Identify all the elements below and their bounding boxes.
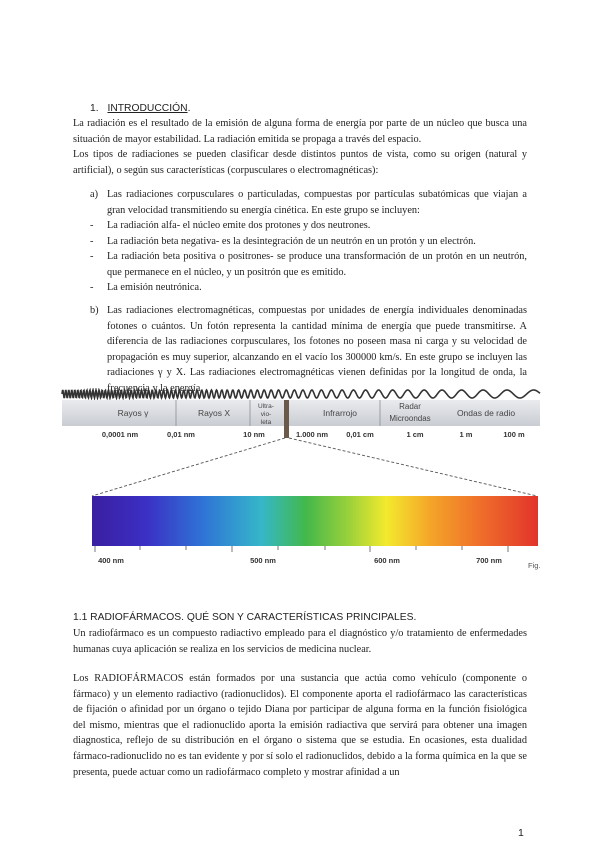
spectrum-figure — [0, 388, 600, 578]
section-title: INTRODUCCIÓN — [107, 103, 188, 114]
list-item-a: Las radiaciones corpusculares o particuladas, compuestas por partículas subatómicas que viajan a gran velocidad transmitiendo su energía cinética. En este grupo se incluyen: — [107, 189, 527, 216]
scale-label: 0,01 nm — [167, 430, 195, 439]
region-radio: Ondas de radio — [456, 408, 516, 418]
subitem-beta-negativa: La radiación beta negativa- es la desintegración de un neutrón en un protón y un electrón. — [107, 236, 476, 247]
visible-scale-label: 600 nm — [374, 556, 400, 565]
visible-spectrum — [92, 496, 538, 546]
intro-paragraph-2: Los tipos de radiaciones se pueden clasificar desde distintos puntos de vista, como su origen (natural y artificial), o según sus características (corpusculares o electromagnéticas): — [73, 149, 527, 176]
scale-label: 1.000 nm — [295, 430, 329, 439]
scale-label: 100 m — [503, 430, 525, 439]
region-microwave: Microondas — [389, 414, 431, 423]
radiofarmaco-paragraph-2: Los RADIOFÁRMACOS están formados por una sustancia que actúa como vehículo (componente o fármaco) y un elemento radiactivo (radionuclidos). El componente aporta el radiofármaco las características de fijación o afinidad por un órgano o tejido Diana por participar de alguna forma en la función fisiológica del mismo, mientras que el radionuclido aporta la emisión radiactiva que servirá para obtener una imagen diagnostica, reflejo de su distribución en el órgano o sistema que se estudia. En ocasiones, esta dualidad fármaco-radionuclido no es tan evidente y por sí solo el radionuclidos, debido a la forma química en la que se presenta, puede actuar como un radiofármaco completo y mostrar afinidad a un — [73, 673, 527, 778]
subitem-neutronica: La emisión neutrónica. — [107, 282, 202, 293]
figure-label: Fig. — [528, 561, 541, 570]
intro-paragraph-1: La radiación es el resultado de la emisión de alguna forma de energía por parte de un núcleo que busca una situación de mayor estabilidad. La radiación emitida se propaga a través del espacio. — [73, 118, 527, 145]
scale-label: 0,0001 nm — [101, 430, 139, 439]
section-title-suffix: . — [187, 103, 191, 114]
region-uv-2: vio- — [260, 411, 272, 418]
visible-scale-label: 700 nm — [476, 556, 502, 565]
region-xray: Rayos X — [197, 408, 231, 418]
visible-scale-label: 400 nm — [98, 556, 124, 565]
visible-scale-label: 500 nm — [250, 556, 276, 565]
region-radar: Radar — [399, 402, 421, 411]
dash-marker: - — [90, 236, 94, 247]
dash-marker: - — [90, 220, 94, 231]
dash-marker: - — [90, 282, 94, 293]
subsection-heading: 1.1 RADIOFÁRMACOS. QUÉ SON Y CARACTERÍSTICAS PRINCIPALES. — [73, 612, 417, 623]
wave-line — [62, 390, 540, 398]
zoom-line-right — [289, 438, 537, 496]
dash-marker: - — [90, 251, 94, 262]
section-heading — [90, 101, 190, 117]
region-uv-3: leta — [260, 419, 272, 426]
scale-label: 10 nm — [243, 430, 265, 439]
subitem-alfa: La radiación alfa- el núcleo emite dos protones y dos neutrones. — [107, 220, 371, 231]
list-marker-a: a) — [90, 189, 98, 200]
scale-label: 0,01 cm — [346, 430, 374, 439]
region-uv-1: Ultra- — [258, 403, 274, 410]
scale-label: 1 m — [459, 430, 473, 439]
visible-marker — [284, 400, 289, 438]
list-marker-b: b) — [90, 305, 99, 316]
region-gamma: Rayos γ — [117, 408, 149, 418]
subitem-beta-positiva: La radiación beta positiva o positrones- se produce una transformación de un protón en un neutrón, que permanece en el núcleo, y un positrón que es emitido. — [107, 251, 527, 278]
radiofarmaco-paragraph-1: Un radiofármaco es un compuesto radiactivo empleado para el diagnóstico y/o tratamiento de enfermedades humanas cuya aplicación se realiza en los servicios de medicina nuclear. — [73, 628, 527, 655]
scale-label: 1 cm — [406, 430, 424, 439]
zoom-line-left — [92, 438, 285, 496]
list-item-b: Las radiaciones electromagnéticas, compuestas por unidades de energía individuales denominadas fotones o cuántos. Un fotón representa la cantidad mínima de energía que puede transmitirse. A diferencia de las radiaciones corpusculares, los fotones no poseen masa ni carga y su velocidad de propagación es muy superior, alcanzando en el vacío los 300000 km/s. En este grupo se incluyen las radiaciones γ y X. Las radiaciones electromagnéticas vienen definidas por la longitud de onda, la frecuencia y la energía. — [107, 305, 527, 394]
section-number: 1. — [90, 103, 99, 114]
region-infrared: Infrarrojo — [322, 408, 358, 418]
page-number: 1 — [518, 827, 524, 839]
